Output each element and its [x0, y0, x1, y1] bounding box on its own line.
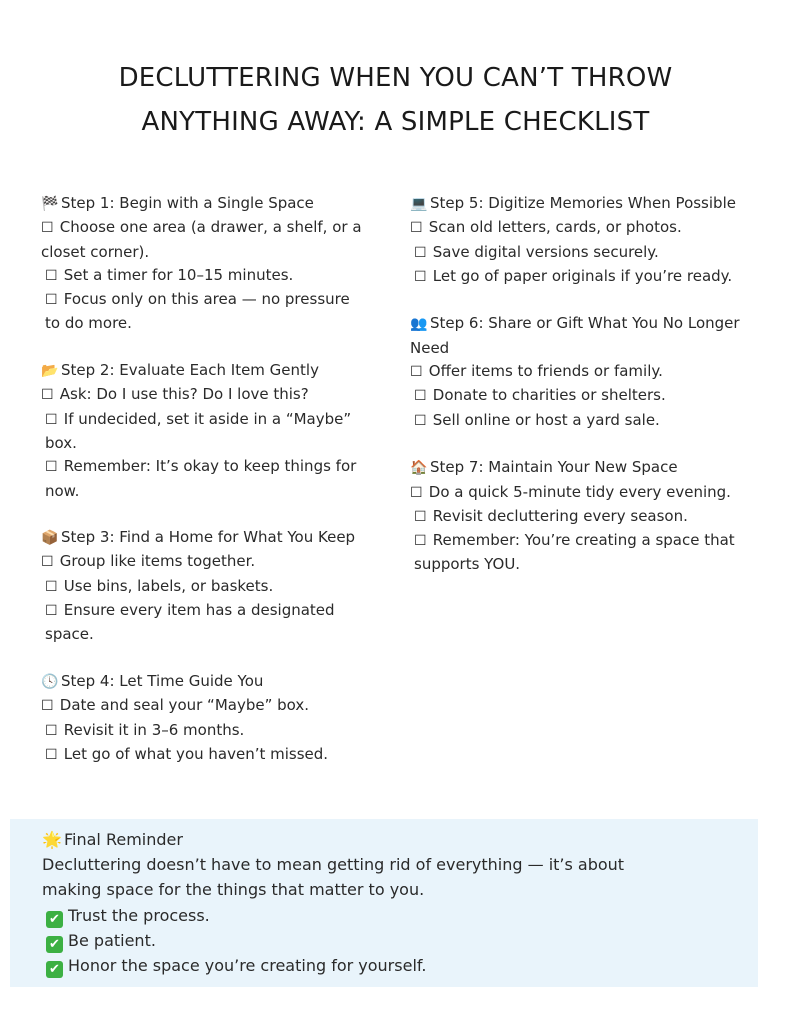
checklist-item: ☐ Save digital versions securely. — [410, 241, 740, 265]
checkbox-icon: ☐ — [414, 244, 427, 261]
checkbox-icon: ☐ — [410, 220, 423, 237]
checklist-item: ☐ Do a quick 5-minute tidy every evening. — [410, 481, 740, 505]
step-title: Step 1: Begin with a Single Space — [61, 194, 314, 212]
folder-icon: 📂 — [41, 363, 59, 380]
title-line-1: DECLUTTERING WHEN YOU CAN’T THROW — [118, 63, 673, 93]
checklist-item: ☐ Let go of what you haven’t missed. — [41, 743, 366, 767]
step-title: Step 5: Digitize Memories When Possible — [430, 194, 736, 212]
checkbox-icon: ☐ — [45, 722, 58, 739]
checklist-item: ☐ Choose one area (a drawer, a shelf, or a closet corner). — [41, 218, 362, 261]
step-title: Step 7: Maintain Your New Space — [430, 458, 678, 477]
checkbox-icon: ☐ — [414, 533, 427, 550]
checklist-item: ☐ Revisit decluttering every season. — [410, 505, 740, 529]
final-reminder-box — [10, 819, 758, 987]
checklist-item: ☐ Remember: You’re creating a space that supports YOU. — [414, 531, 735, 574]
checkbox-icon: ☐ — [414, 268, 427, 285]
step-3 — [41, 526, 366, 646]
reminder-heading: 🌟 Final Reminder — [42, 827, 642, 852]
checkbox-icon: ☐ — [45, 411, 58, 428]
checklist-item: ☐ Date and seal your “Maybe” box. — [41, 694, 366, 718]
checkbox-icon: ☐ — [45, 578, 58, 595]
checkbox-icon: ☐ — [45, 603, 58, 620]
checklist-item: ☐ Group like items together. — [41, 550, 366, 574]
checklist-item: ☐ Ask: Do I use this? Do I love this? — [41, 383, 366, 407]
checklist-item: ☐ Scan old letters, cards, or photos. — [410, 216, 740, 240]
checkbox-icon: ☐ — [45, 292, 58, 309]
checkbox-icon: ☐ — [410, 484, 423, 501]
checkbox-icon: ☐ — [41, 387, 54, 404]
checklist-item: ☐ Donate to charities or shelters. — [410, 384, 740, 408]
checklist-item: ☐ Ensure every item has a designated space. — [45, 601, 335, 644]
checklist-item: ☐ Offer items to friends or family. — [410, 360, 740, 384]
check-mark-icon: ✔ — [46, 961, 63, 978]
clock-icon: 🕓 — [41, 673, 59, 690]
laptop-icon: 💻 — [410, 196, 428, 212]
check-mark-icon: ✔ — [46, 911, 63, 928]
house-icon: 🏠 — [410, 460, 428, 477]
page-title — [0, 56, 791, 144]
step-6 — [410, 312, 740, 432]
checkbox-icon: ☐ — [45, 459, 58, 476]
checklist-item: ☐ Let go of paper originals if you’re ready. — [410, 265, 740, 289]
right-column — [410, 192, 740, 600]
star-icon: 🌟 — [42, 830, 62, 849]
left-column — [41, 192, 366, 790]
checkbox-icon: ☐ — [410, 364, 423, 381]
reminder-check-item: ✔ Be patient. — [42, 928, 642, 953]
reminder-text-line-1: Decluttering doesn’t have to mean getting rid of everything — it’s about — [42, 855, 625, 875]
checklist-item: ☐ Remember: It’s okay to keep things for now. — [45, 457, 357, 500]
checkbox-icon: ☐ — [414, 388, 427, 405]
step-1 — [41, 192, 366, 336]
checkbox-icon: ☐ — [414, 508, 427, 525]
checkbox-icon: ☐ — [45, 267, 58, 284]
checkbox-icon: ☐ — [41, 220, 54, 237]
package-icon: 📦 — [41, 530, 59, 547]
checkbox-icon: ☐ — [41, 698, 54, 715]
checklist-item: ☐ Revisit it in 3–6 months. — [41, 719, 366, 743]
step-4 — [41, 670, 366, 767]
checkbox-icon: ☐ — [414, 412, 427, 429]
checklist-item: ☐ Sell online or host a yard sale. — [410, 409, 740, 433]
step-7 — [410, 456, 740, 576]
step-title: Step 6: Share or Gift What You No Longer Need — [410, 314, 740, 357]
title-line-2: ANYTHING AWAY: A SIMPLE CHECKLIST — [141, 107, 650, 137]
reminder-check-item: ✔ Honor the space you’re creating for yourself. — [42, 953, 642, 978]
step-title: Step 4: Let Time Guide You — [61, 671, 264, 690]
step-title: Step 3: Find a Home for What You Keep — [61, 528, 356, 547]
people-icon: 👥 — [410, 316, 428, 333]
checklist-item: ☐ Use bins, labels, or baskets. — [41, 575, 366, 599]
checklist-item: ☐ Set a timer for 10–15 minutes. — [41, 264, 366, 288]
checkered-flag-icon: 🏁 — [41, 196, 59, 212]
step-title: Step 2: Evaluate Each Item Gently — [61, 361, 319, 380]
checklist-item: ☐ If undecided, set it aside in a “Maybe” box. — [45, 409, 352, 452]
reminder-check-item: ✔ Trust the process. — [42, 903, 642, 928]
step-5 — [410, 192, 740, 289]
reminder-text-line-2: making space for the things that matter to you. — [42, 880, 425, 900]
checkbox-icon: ☐ — [41, 554, 54, 571]
checklist-item: ☐ Focus only on this area — no pressure to do more. — [45, 290, 350, 333]
step-2 — [41, 359, 366, 503]
checkbox-icon: ☐ — [45, 746, 58, 763]
check-mark-icon: ✔ — [46, 936, 63, 953]
